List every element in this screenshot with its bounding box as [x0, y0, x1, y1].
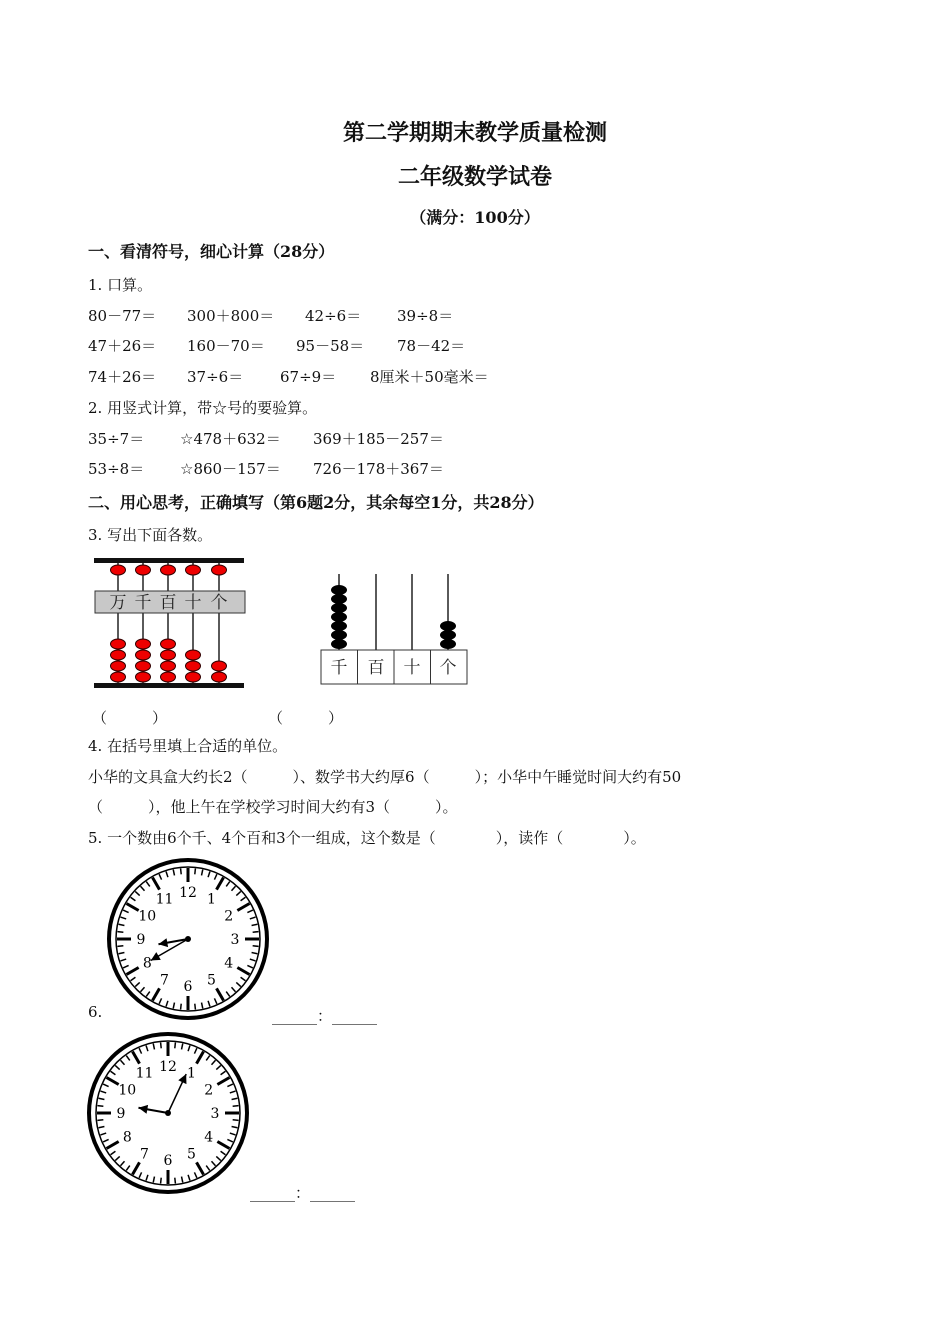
clock-number: 12 [179, 885, 197, 901]
abacus1-label: 个 [210, 593, 228, 613]
abacus-bead [186, 661, 201, 671]
q1-item: 67÷9＝ [280, 368, 337, 386]
clock-number: 10 [118, 1082, 137, 1099]
q2-item: ☆478＋632＝ [180, 430, 281, 448]
q1-item: 39÷8＝ [397, 307, 454, 325]
abacus-bead [161, 672, 176, 682]
full-score: （满分：100分） [410, 208, 540, 227]
q6-label: 6. [88, 1003, 103, 1021]
abacus-bead [136, 639, 151, 649]
q5-label: 5. 一个数由6个千、4个百和3个一组成，这个数是（ ），读作（ ）。 [88, 829, 646, 847]
abacus2-label: 个 [439, 658, 457, 678]
clock-number: 8 [142, 955, 152, 972]
abacus-bead [161, 565, 176, 575]
q4-label: 4. 在括号里填上合适的单位。 [88, 737, 288, 755]
clock-number: 8 [122, 1129, 132, 1146]
abacus2-label: 十 [403, 658, 421, 678]
abacus-bead [111, 650, 126, 660]
q1-item: 74＋26＝ [88, 368, 157, 386]
q2-item: 53÷8＝ [88, 460, 145, 478]
abacus-bead [111, 661, 126, 671]
abacus-bead [212, 565, 227, 575]
q2-item: 35÷7＝ [88, 430, 145, 448]
abacus-bead [331, 594, 347, 604]
abacus-bead [331, 621, 347, 631]
abacus-2 [318, 570, 470, 688]
abacus1-label: 十 [184, 593, 202, 613]
abacus-bead [212, 672, 227, 682]
abacus2-label: 千 [330, 658, 348, 678]
clock-number: 12 [159, 1059, 177, 1075]
abacus-bead [136, 565, 151, 575]
abacus-bead [186, 565, 201, 575]
q3-answer1[interactable]: （ ） [92, 709, 168, 727]
abacus-bead [111, 565, 126, 575]
clock-number: 1 [187, 1065, 196, 1082]
q2-label: 2. 用竖式计算，带☆号的要验算。 [88, 399, 318, 417]
abacus-bead [136, 650, 151, 660]
q1-item: 78－42＝ [397, 337, 466, 355]
abacus-bead [136, 672, 151, 682]
q1-item: 95－58＝ [296, 337, 365, 355]
q1-label: 1. 口算。 [88, 276, 153, 294]
abacus1-label: 万 [109, 593, 127, 613]
abacus-bead [186, 672, 201, 682]
abacus-1 [90, 552, 250, 692]
abacus-bead [440, 639, 456, 649]
section2-heading: 二、用心思考，正确填写（第6题2分，其余每空1分，共28分） [88, 493, 544, 512]
section1-heading: 一、看清符号，细心计算（28分） [88, 242, 335, 261]
abacus1-label: 千 [134, 593, 152, 613]
clock-number: 5 [207, 972, 216, 989]
q3-label: 3. 写出下面各数。 [88, 526, 213, 544]
abacus-bead [186, 650, 201, 660]
abacus-bead [440, 621, 456, 631]
clock-number: 6 [163, 1153, 173, 1169]
abacus-bead [331, 612, 347, 622]
clock-number: 5 [187, 1146, 196, 1163]
clock-face-1 [106, 857, 270, 1021]
abacus-bead [331, 630, 347, 640]
q2-item: 726－178＋367＝ [313, 460, 444, 478]
abacus1-label: 百 [159, 593, 177, 613]
abacus-bead [161, 639, 176, 649]
abacus-bead [331, 585, 347, 595]
page-subtitle: 二年级数学试卷 [397, 164, 552, 190]
clock-number: 9 [116, 1106, 126, 1122]
page-title: 第二学期期末教学质量检测 [342, 120, 607, 146]
abacus2-label: 百 [367, 658, 385, 678]
q2-item: 369＋185－257＝ [313, 430, 444, 448]
abacus-bead [331, 639, 347, 649]
clock-number: 4 [224, 955, 234, 972]
q4-line2: （ ），他上午在学校学习时间大约有3（ ）。 [88, 798, 458, 816]
q4-line1: 小华的文具盒大约长2（ ）、数学书大约厚6（ ）；小华中午睡觉时间大约有50 [88, 768, 682, 786]
q1-item: 47＋26＝ [88, 337, 157, 355]
q1-item: 300＋800＝ [187, 307, 275, 325]
q2-item: ☆860－157＝ [180, 460, 281, 478]
q3-answer2[interactable]: （ ） [268, 709, 344, 727]
abacus-bead [331, 603, 347, 613]
clock-number: 7 [140, 1146, 149, 1163]
clock-number: 9 [136, 932, 146, 948]
clock-number: 4 [204, 1129, 214, 1146]
q1-item: 42÷6＝ [305, 307, 362, 325]
q1-item: 8厘米＋50毫米＝ [370, 368, 489, 386]
q1-item: 80－77＝ [88, 307, 157, 325]
abacus-bead [212, 661, 227, 671]
clock-number: 3 [230, 932, 240, 948]
clock-face-2 [86, 1031, 250, 1195]
clock-number: 2 [224, 908, 234, 925]
clock-number: 10 [138, 908, 157, 925]
q1-item: 160－70＝ [187, 337, 265, 355]
clock-number: 11 [155, 891, 174, 908]
clock-number: 1 [207, 891, 216, 908]
clock-number: 11 [135, 1065, 154, 1082]
abacus-bead [111, 639, 126, 649]
clock-number: 6 [183, 979, 193, 995]
abacus-bead [440, 630, 456, 640]
abacus-bead [161, 661, 176, 671]
time-blank-1[interactable]: ______：______ [272, 1007, 378, 1025]
abacus-bead [161, 650, 176, 660]
clock-number: 2 [204, 1082, 214, 1099]
abacus-bead [111, 672, 126, 682]
clock-number: 7 [160, 972, 169, 989]
time-blank-2[interactable]: ______：______ [250, 1184, 356, 1202]
clock-number: 3 [210, 1106, 220, 1122]
abacus-bead [136, 661, 151, 671]
q1-item: 37÷6＝ [187, 368, 244, 386]
